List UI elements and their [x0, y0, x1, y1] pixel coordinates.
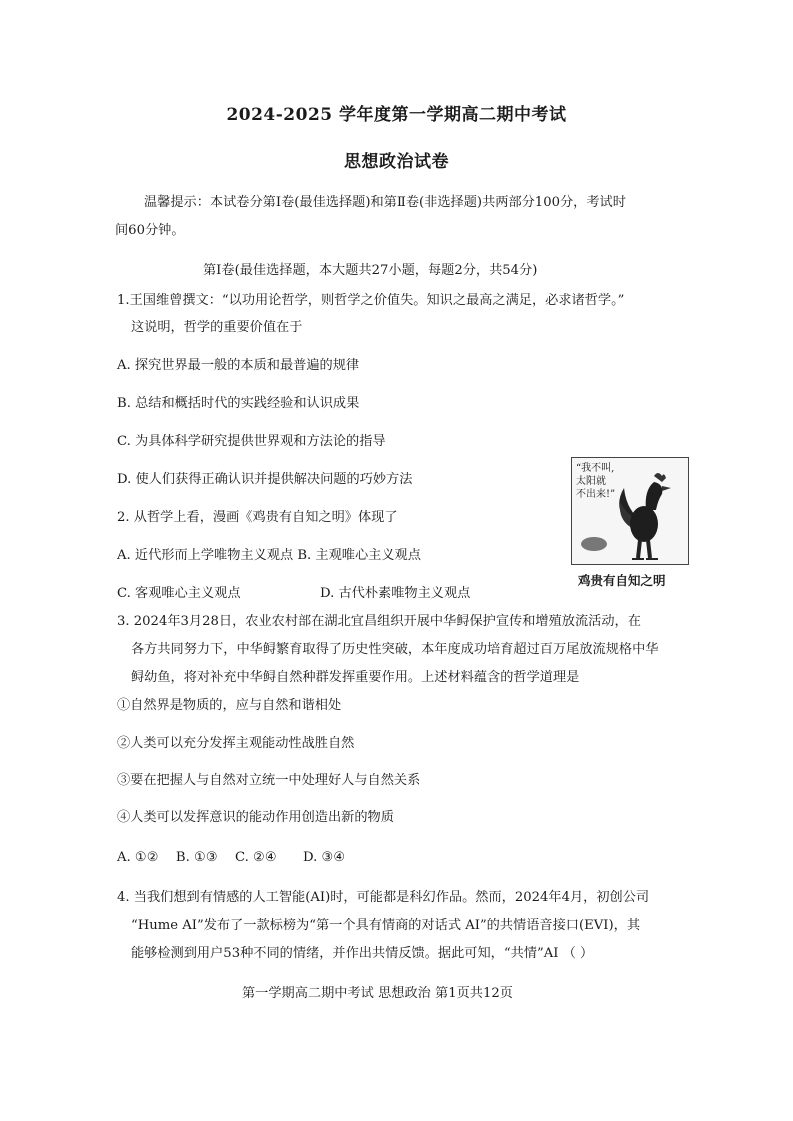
q3-statement-3: ③要在把握人与自然对立统一中处理好人与自然关系 [117, 773, 421, 788]
q2-option-d: D. 古代朴素唯物主义观点 [320, 586, 471, 601]
page-footer: 第一学期高二期中考试 思想政治 第1页共12页 [242, 986, 513, 1001]
q3-stem-line-3: 鲟幼鱼，将对补充中华鲟自然种群发挥重要作用。上述材料蕴含的哲学道理是 [131, 670, 580, 685]
page-subtitle: 思想政治试卷 [344, 152, 449, 172]
q1-option-c: C. 为具体科学研究提供世界观和方法论的指导 [117, 434, 386, 449]
q3-statement-4: ④人类可以发挥意识的能动作用创造出新的物质 [117, 810, 394, 825]
speech-line-3: 不出来!” [576, 489, 616, 500]
cartoon-caption: 鸡贵有自知之明 [578, 573, 666, 588]
rooster-icon [572, 458, 688, 564]
q2-stem: 2. 从哲学上看，漫画《鸡贵有自知之明》体现了 [117, 510, 398, 525]
q4-stem-line-2: “Hume AI”发布了一款标榜为“第一个具有情商的对话式 AI”的共情语音接口(EVI)，其 [131, 918, 641, 933]
q4-stem-line-1: 4. 当我们想到有情感的人工智能(AI)时，可能都是科幻作品。然而，2024年4月，初创公司 [117, 890, 650, 905]
q1-option-a: A. 探究世界最一般的本质和最普遍的规律 [117, 358, 360, 373]
rooster-cartoon [571, 457, 689, 565]
q1-option-b: B. 总结和概括时代的实践经验和认识成果 [117, 396, 360, 411]
q3-stem-line-1: 3. 2024年3月28日，农业农村部在湖北宜昌组织开展中华鲟保护宣传和增殖放流活动，在 [117, 614, 641, 629]
page-title: 2024-2025 学年度第一学期高二期中考试 [226, 105, 567, 125]
q2-option-c: C. 客观唯心主义观点 [117, 586, 241, 601]
speech-line-2: 太阳就 [576, 476, 606, 487]
q3-choices: A. ①② B. ①③ C. ②④ D. ③④ [117, 850, 346, 865]
q1-option-d: D. 使人们获得正确认识并提供解决问题的巧妙方法 [117, 472, 413, 487]
q3-statement-1: ①自然界是物质的，应与自然和谐相处 [117, 698, 342, 713]
q3-statement-2: ②人类可以充分发挥主观能动性战胜自然 [117, 736, 355, 751]
section-heading: 第Ⅰ卷(最佳选择题，本大题共27小题，每题2分，共54分) [203, 263, 538, 278]
q1-stem-line-2: 这说明，哲学的重要价值在于 [131, 320, 303, 335]
notice-line-2: 间60分钟。 [115, 223, 185, 238]
q1-stem-line-1: 1.王国维曾撰文：“以功用论哲学，则哲学之价值失。知识之最高之满足，必求诸哲学。” [117, 293, 625, 308]
q4-stem-line-3: 能够检测到用户53种不同的情绪，并作出共情反馈。据此可知，“共情”AI （ ） [131, 946, 594, 961]
q2-option-ab: A. 近代形而上学唯物主义观点 B. 主观唯心主义观点 [117, 548, 421, 563]
speech-line-1: “我不叫, [576, 463, 615, 474]
q3-stem-line-2: 各方共同努力下，中华鲟繁育取得了历史性突破，本年度成功培育超过百万尾放流规格中华 [131, 642, 659, 657]
notice-line-1: 温馨提示：本试卷分第Ⅰ卷(最佳选择题)和第Ⅱ卷(非选择题)共两部分100分，考试时 [144, 195, 626, 210]
